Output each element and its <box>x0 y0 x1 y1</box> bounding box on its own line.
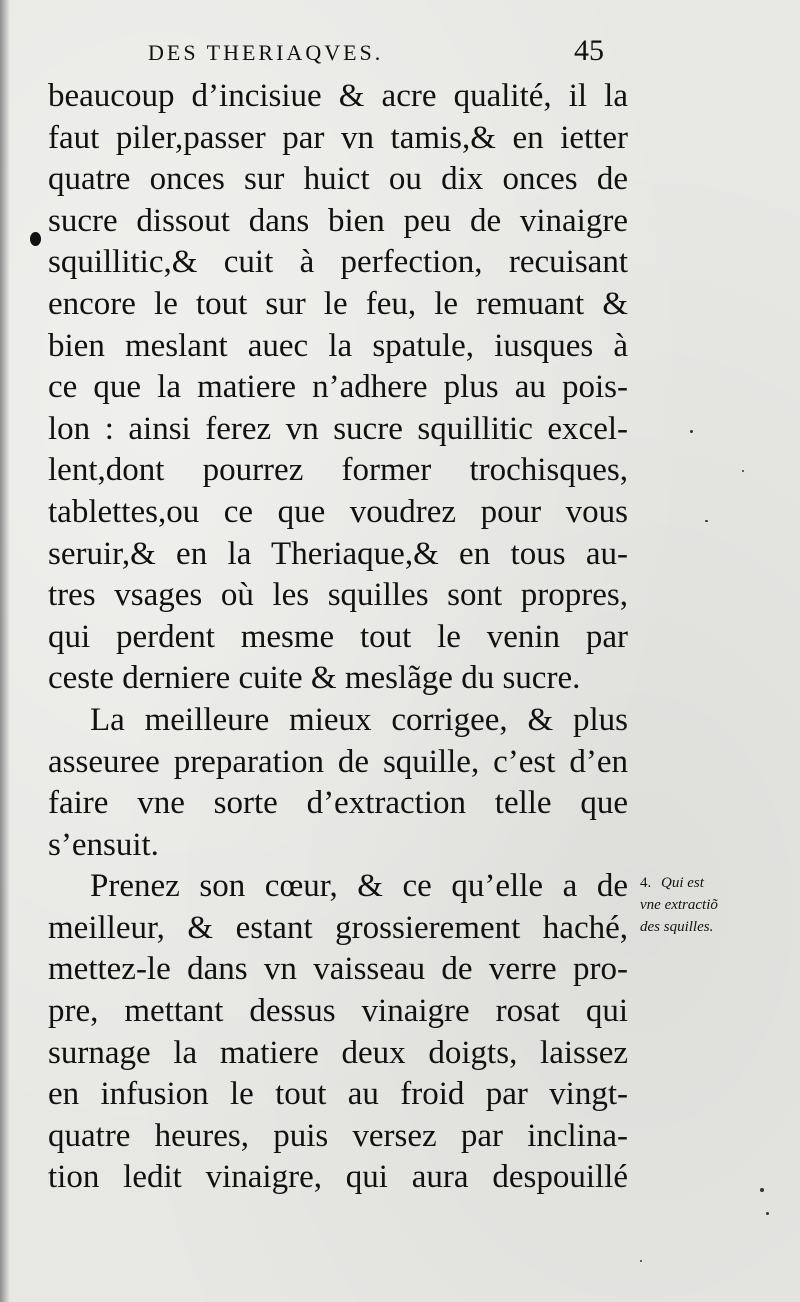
text-line: sucre dissout dans bien peu de vinaigre <box>48 202 628 239</box>
text-line: asseuree preparation de squille, c’est d’en <box>48 743 628 780</box>
text-line: tion ledit vinaigre, qui aura despouillé <box>48 1159 628 1196</box>
paper-speck <box>640 1260 642 1262</box>
text-line: squillitic,& cuit à perfection, recuisant <box>48 244 628 281</box>
margin-note <box>640 872 770 938</box>
margin-note-number: 4. <box>640 875 652 891</box>
text-line: faut piler,passer par vn tamis,& en ietter <box>48 119 628 156</box>
running-head: DES THERIAQVES. <box>148 40 384 65</box>
text-line: beaucoup d’incisiue & acre qualité, il la <box>48 78 628 114</box>
text-line: Prenez son cœur, & ce qu’elle a de <box>90 868 628 905</box>
text-line: quatre onces sur huict ou dix onces de <box>48 161 628 198</box>
text-line: lon : ainsi ferez vn sucre squillitic excel- <box>48 410 628 447</box>
text-line: faire vne sorte d’extraction telle que <box>48 785 628 822</box>
text-line: ce que la matiere n’adhere plus au pois- <box>48 369 628 406</box>
paper-speck <box>766 1212 769 1215</box>
paper-speck <box>760 1188 764 1192</box>
ink-blot <box>30 232 41 246</box>
text-line: lent,dont pourrez former trochisques, <box>48 452 628 489</box>
text-line: La meilleure mieux corrigee, & plus <box>90 701 628 738</box>
paper-speck <box>742 470 744 472</box>
text-line: ceste derniere cuite & meslãge du sucre. <box>48 660 581 697</box>
body-text <box>48 76 628 1199</box>
margin-note-line: des squilles. <box>640 919 714 935</box>
margin-note-line: Qui est <box>661 875 704 891</box>
text-line: pre, mettant dessus vinaigre rosat qui <box>48 993 628 1030</box>
text-line: bien meslant auec la spatule, iusques à <box>48 327 628 364</box>
margin-note-line: vne extractiõ <box>640 897 718 913</box>
text-line: meilleur, & estant grossierement haché, <box>48 909 628 946</box>
text-line: quatre heures, puis versez par inclina- <box>48 1117 628 1154</box>
page-number: 45 <box>574 34 604 67</box>
text-line: qui perdent mesme tout le venin par <box>48 618 628 655</box>
text-line: encore le tout sur le feu, le remuant & <box>48 285 628 322</box>
text-line: s’ensuit. <box>48 826 159 863</box>
text-line: seruir,& en la Theriaque,& en tous au- <box>48 535 628 572</box>
paper-speck <box>705 520 708 522</box>
text-line: tres vsages où les squilles sont propres, <box>48 577 628 614</box>
text-line: tablettes,ou ce que voudrez pour vous <box>48 493 628 530</box>
text-line: en infusion le tout au froid par vingt- <box>48 1076 628 1113</box>
page-gutter-shadow <box>0 0 10 1302</box>
text-line: surnage la matiere deux doigts, laissez <box>48 1034 628 1071</box>
text-line: mettez-le dans vn vaisseau de verre pro- <box>48 951 628 988</box>
paper-speck <box>690 430 693 433</box>
